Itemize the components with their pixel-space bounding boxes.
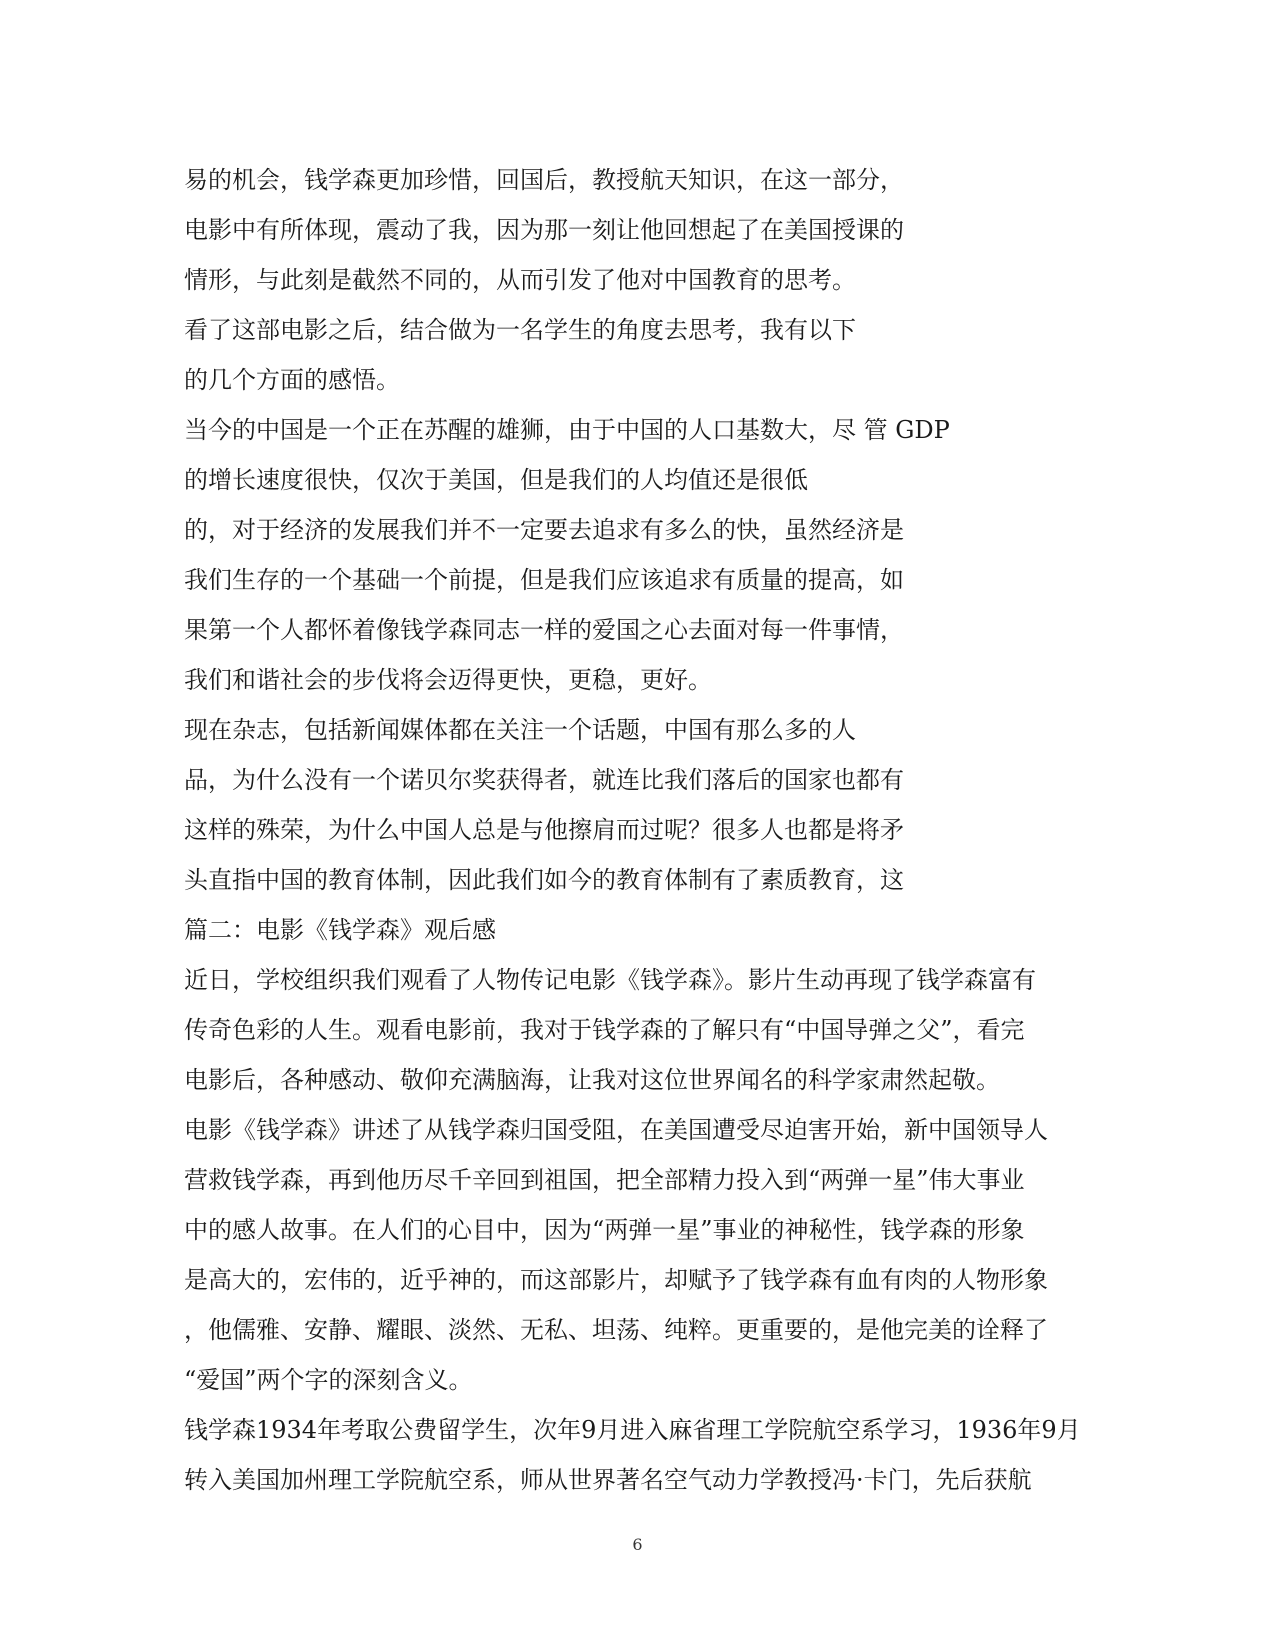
text-line: 传奇色彩的人生。观看电影前，我对于钱学森的了解只有“中国导弹之父”，看完 (184, 1016, 1025, 1044)
text-line: 是高大的，宏伟的，近乎神的，而这部影片，却赋予了钱学森有血有肉的人物形象 (184, 1266, 1048, 1294)
text-line: 中的感人故事。在人们的心目中，因为“两弹一星”事业的神秘性，钱学森的形象 (184, 1216, 1025, 1244)
text-line: 我们生存的一个基础一个前提，但是我们应该追求有质量的提高，如 (184, 566, 904, 594)
section-heading: 篇二：电影《钱学森》观后感 (184, 916, 496, 944)
text-line: 易的机会，钱学森更加珍惜，回国后，教授航天知识，在这一部分， (184, 166, 904, 194)
text-line: 头直指中国的教育体制，因此我们如今的教育体制有了素质教育，这 (184, 866, 904, 894)
text-line: ，他儒雅、安静、耀眼、淡然、无私、坦荡、纯粹。更重要的，是他完美的诠释了 (184, 1316, 1048, 1344)
text-line: 果第一个人都怀着像钱学森同志一样的爱国之心去面对每一件事情， (184, 616, 904, 644)
text-line: 的增长速度很快，仅次于美国，但是我们的人均值还是很低 (184, 466, 808, 494)
page-number: 6 (632, 1535, 643, 1554)
text-line: 电影中有所体现，震动了我，因为那一刻让他回想起了在美国授课的 (184, 216, 904, 244)
text-line: 电影《钱学森》讲述了从钱学森归国受阻，在美国遭受尽迫害开始，新中国领导人 (184, 1116, 1048, 1144)
text-line: 电影后，各种感动、敬仰充满脑海，让我对这位世界闻名的科学家肃然起敬。 (184, 1066, 1000, 1094)
text-line: 品，为什么没有一个诺贝尔奖获得者，就连比我们落后的国家也都有 (184, 766, 904, 794)
text-line: 我们和谐社会的步伐将会迈得更快，更稳，更好。 (184, 666, 712, 694)
text-line: 转入美国加州理工学院航空系，师从世界著名空气动力学教授冯·卡门，先后获航 (184, 1466, 1032, 1494)
text-line: 近日，学校组织我们观看了人物传记电影《钱学森》。影片生动再现了钱学森富有 (184, 966, 1036, 994)
text-line: 看了这部电影之后，结合做为一名学生的角度去思考，我有以下 (184, 316, 856, 344)
text-line: 这样的殊荣，为什么中国人总是与他擦肩而过呢？很多人也都是将矛 (184, 816, 904, 844)
text-line: 钱学森1934年考取公费留学生，次年9月进入麻省理工学院航空系学习，1936年9月 (184, 1416, 1081, 1444)
text-line: 现在杂志，包括新闻媒体都在关注一个话题，中国有那么多的人 (184, 716, 856, 744)
text-line: 的几个方面的感悟。 (184, 366, 400, 394)
text-line: 营救钱学森，再到他历尽千辛回到祖国，把全部精力投入到“两弹一星”伟大事业 (184, 1166, 1025, 1194)
text-line: 当今的中国是一个正在苏醒的雄狮，由于中国的人口基数大，尽 管 GDP (184, 416, 950, 444)
body-text (184, 155, 1094, 1505)
text-line: “爱国”两个字的深刻含义。 (184, 1366, 473, 1394)
text-line: 的，对于经济的发展我们并不一定要去追求有多么的快，虽然经济是 (184, 516, 904, 544)
text-line: 情形，与此刻是截然不同的，从而引发了他对中国教育的思考。 (184, 266, 856, 294)
